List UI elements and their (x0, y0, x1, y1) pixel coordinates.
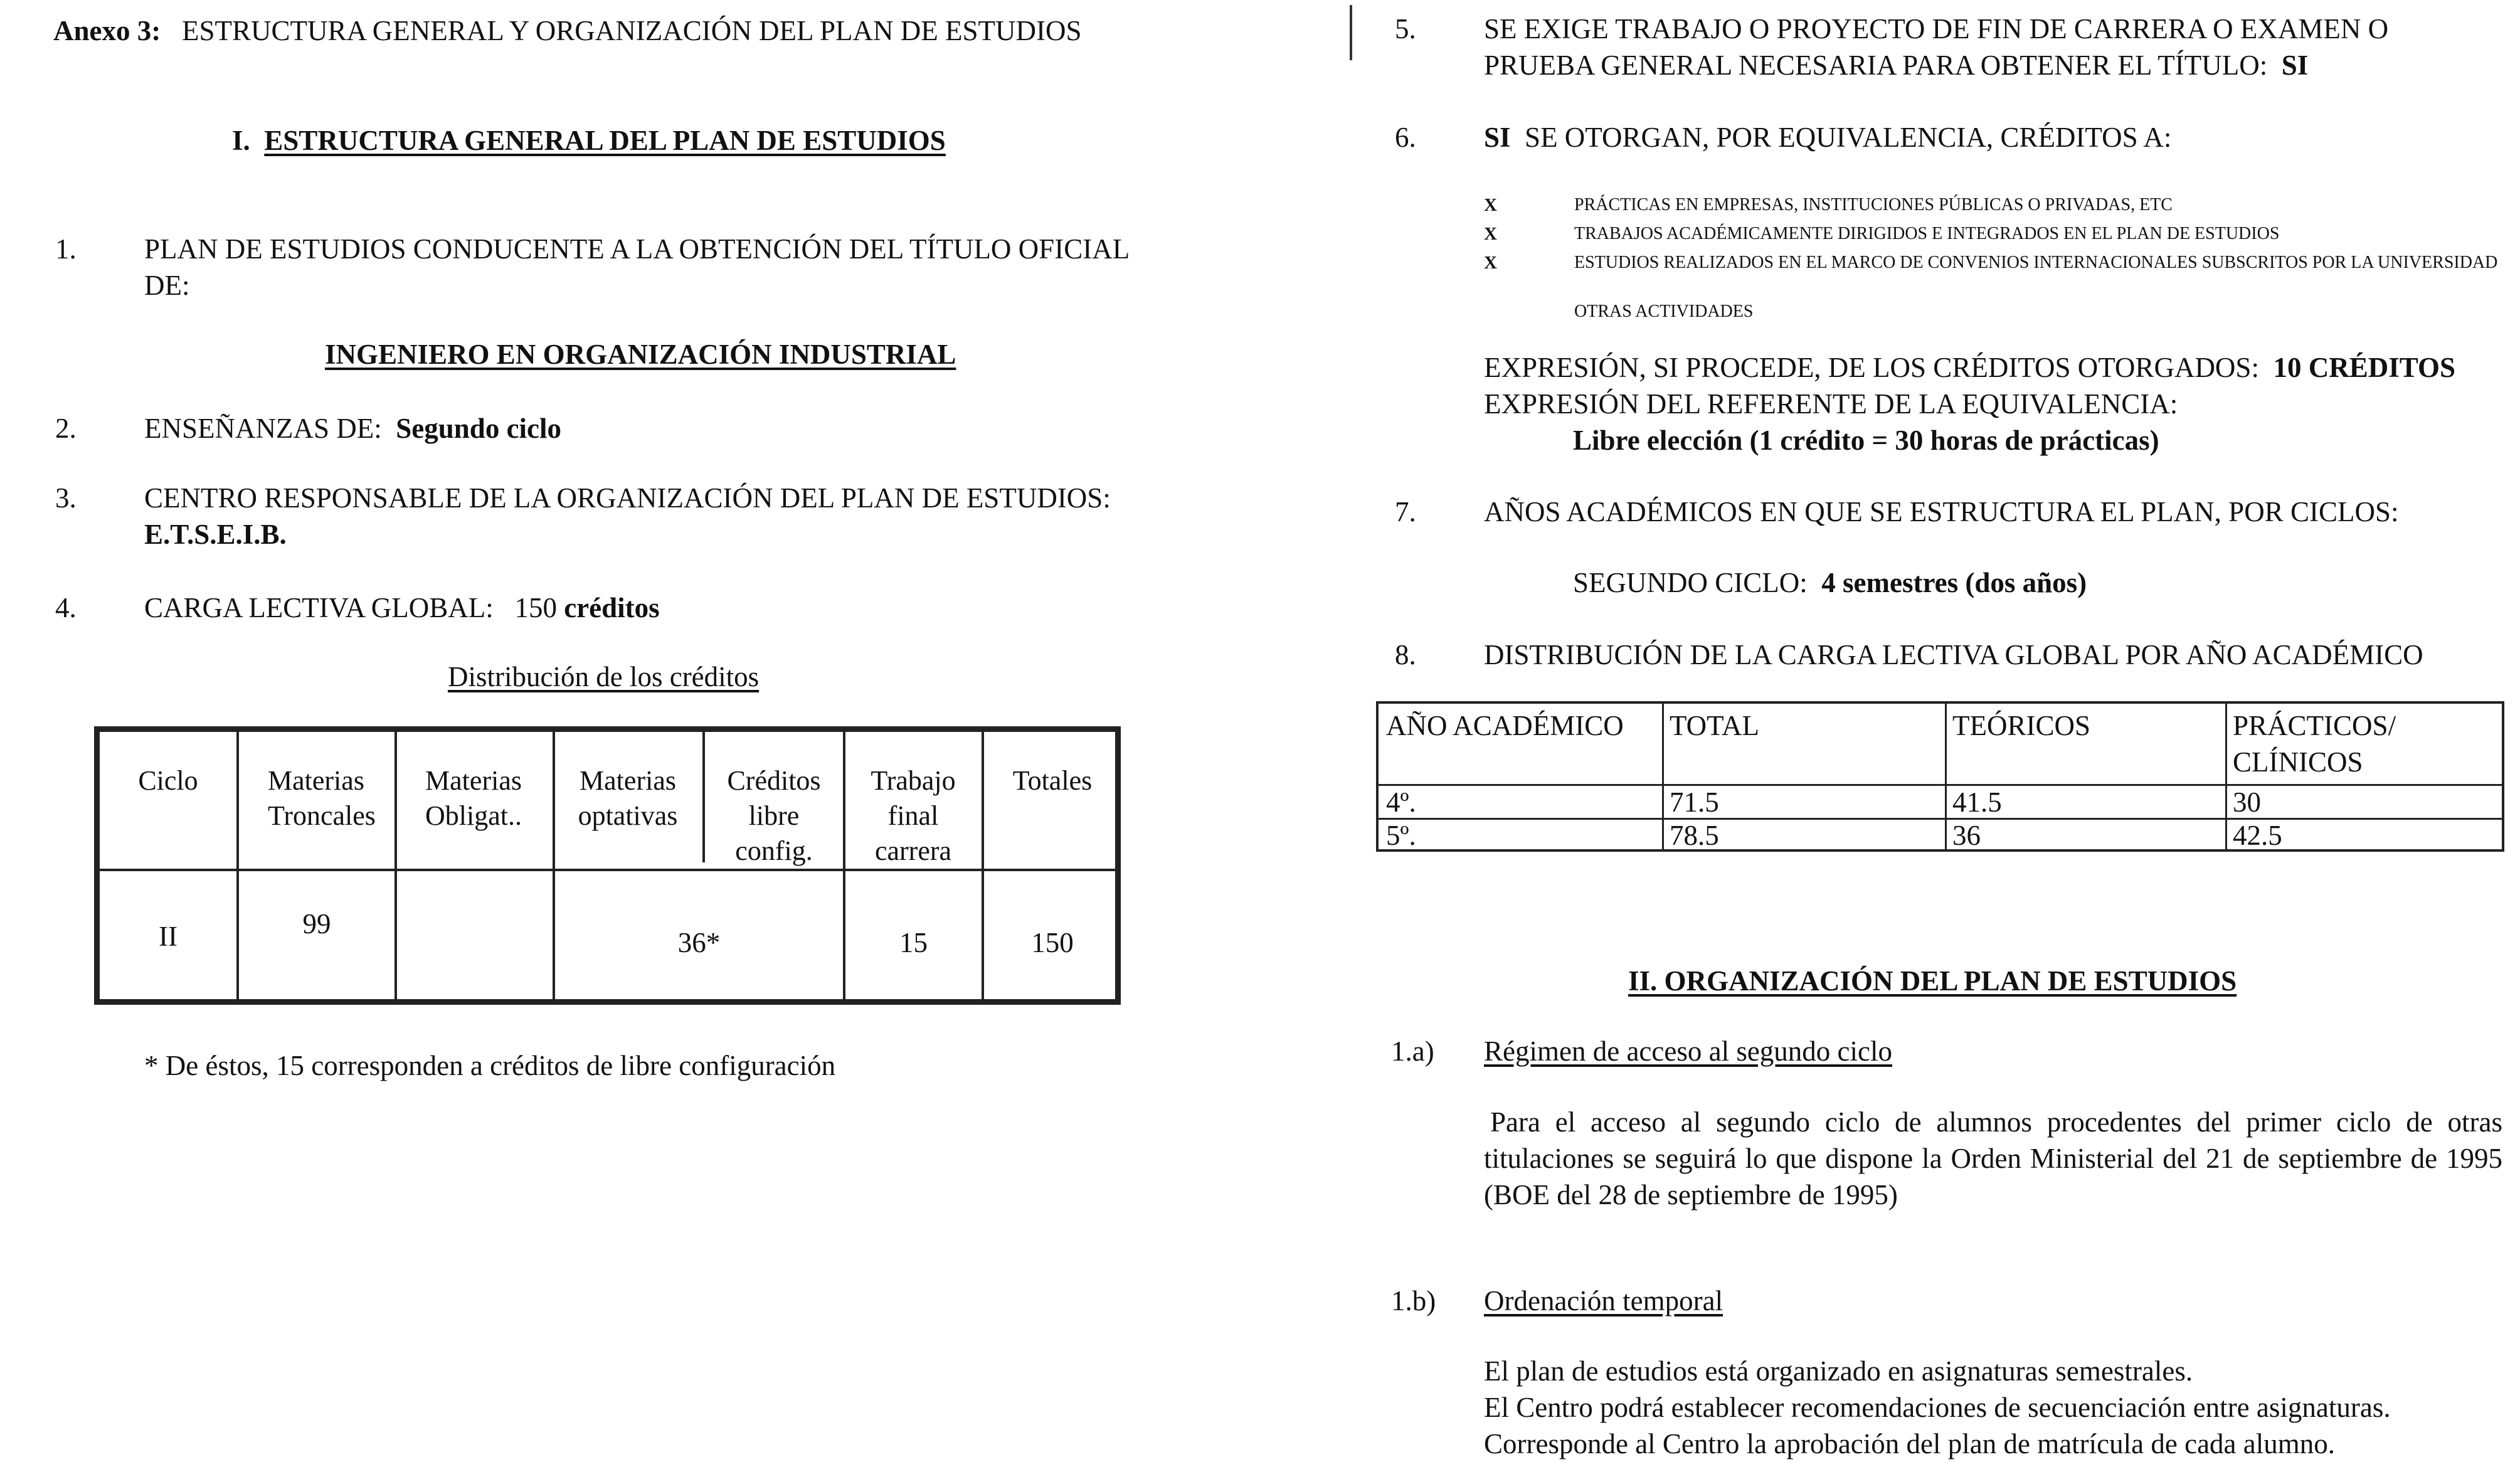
dist-header-theory: TEÓRICOS (1952, 710, 2091, 741)
dist-row-2-total: 78.5 (1670, 820, 1719, 851)
section-1-heading (232, 122, 946, 159)
credits-cell-totales: 150 (1031, 927, 1074, 958)
credits-table-footnote: * De éstos, 15 corresponden a créditos de libre configuración (144, 1050, 836, 1081)
item-5-number: 5. (1395, 13, 1416, 45)
dist-header-total: TOTAL (1670, 710, 1760, 741)
dist-row-2-year: 5º. (1386, 820, 1416, 851)
degree-title: INGENIERO EN ORGANIZACIÓN INDUSTRIAL (325, 339, 956, 370)
item-7-number: 7. (1395, 496, 1416, 527)
item-4-number: 4. (55, 592, 77, 623)
cycle-line (1573, 564, 2087, 601)
dist-row-1-year: 4º. (1386, 787, 1416, 818)
item-2-value: Segundo ciclo (396, 413, 562, 444)
cycle-value: 4 semestres (dos años) (1821, 567, 2087, 598)
sub-1b-title: Ordenación temporal (1484, 1285, 1723, 1316)
credits-header-trabajo-final: Trabajo final carrera (871, 765, 956, 866)
item-4-label: CARGA LECTIVA GLOBAL: (144, 592, 494, 623)
equivalence-ref-value: Libre elección (1 crédito = 30 horas de prácticas) (1573, 425, 2159, 456)
annex-heading: Anexo 3: ESTRUCTURA GENERAL Y ORGANIZACIÓN DEL PLAN DE ESTUDIOS (53, 15, 1082, 46)
sub-1b-line-3: Corresponde al Centro la aprobación del plan de matrícula de cada alumno. (1484, 1428, 2335, 1459)
dist-header-practice: PRÁCTICOS/ CLÍNICOS (2233, 710, 2396, 778)
cycle-label: SEGUNDO CICLO: (1573, 567, 1808, 598)
sub-1b-line-2: El Centro podrá establecer recomendaciones de secuenciación entre asignaturas. (1484, 1392, 2391, 1423)
credits-cell-ciclo: II (159, 921, 177, 952)
section-1-title: ESTRUCTURA GENERAL DEL PLAN DE ESTUDIOS (264, 125, 946, 156)
item-7-text: AÑOS ACADÉMICOS EN QUE SE ESTRUCTURA EL PLAN, POR CICLOS: (1484, 496, 2399, 527)
dist-row-2-practice: 42.5 (2233, 820, 2282, 851)
credits-cell-trabajo: 15 (899, 927, 928, 958)
credits-cell-troncales: 99 (302, 908, 331, 940)
dist-row-1-total: 71.5 (1670, 787, 1719, 818)
credits-expression-line (1484, 349, 2455, 386)
distribution-table (1376, 701, 2504, 852)
item-5-answer: SI (2281, 50, 2309, 81)
item-6-answer: SI (1484, 122, 1511, 153)
item-5-label: PRUEBA GENERAL NECESARIA PARA OBTENER EL TÍTULO: (1484, 50, 2268, 81)
item-6-line (1484, 119, 2171, 156)
equivalence-ref-label: EXPRESIÓN DEL REFERENTE DE LA EQUIVALENCIA: (1484, 388, 2178, 420)
credits-header-ciclo: Ciclo (138, 765, 198, 796)
option-4-text: OTRAS ACTIVIDADES (1574, 302, 1754, 321)
item-1-number: 1. (55, 233, 77, 265)
dist-row-1-theory: 41.5 (1952, 787, 2002, 818)
sub-1a-title: Régimen de acceso al segundo ciclo (1484, 1036, 1893, 1067)
credits-header-optativas: Materias optativas (578, 765, 678, 831)
dist-row-1-practice: 30 (2233, 787, 2261, 818)
option-1-text: PRÁCTICAS EN EMPRESAS, INSTITUCIONES PÚBLICAS O PRIVADAS, ETC (1574, 195, 2173, 215)
section-2-title: II. ORGANIZACIÓN DEL PLAN DE ESTUDIOS (1628, 965, 2237, 997)
credits-header-obligatorias: Materias Obligat.. (425, 765, 522, 831)
sub-1a-number: 1.a) (1391, 1036, 1434, 1067)
item-5-line1: SE EXIGE TRABAJO O PROYECTO DE FIN DE CARRERA O EXAMEN O (1484, 13, 2389, 45)
dist-row-2-theory: 36 (1952, 820, 1981, 851)
credits-header-troncales: Materias Troncales (268, 765, 376, 831)
item-3-value: E.T.S.E.I.B. (144, 519, 287, 550)
item-5-line2 (1484, 47, 2308, 83)
item-6-number: 6. (1395, 122, 1416, 153)
credits-expression-label: EXPRESIÓN, SI PROCEDE, DE LOS CRÉDITOS OTORGADOS: (1484, 352, 2259, 383)
item-2-number: 2. (55, 413, 77, 444)
item-8-number: 8. (1395, 639, 1416, 670)
item-4-line (144, 590, 660, 626)
annex-label: Anexo 3 (53, 15, 152, 46)
item-8-text: DISTRIBUCIÓN DE LA CARGA LECTIVA GLOBAL POR AÑO ACADÉMICO (1484, 639, 2423, 670)
column-divider-mark (1350, 5, 1352, 60)
item-6-text: SE OTORGAN, POR EQUIVALENCIA, CRÉDITOS A: (1525, 122, 2172, 153)
dist-header-year: AÑO ACADÉMICO (1386, 710, 1624, 741)
item-1-text: PLAN DE ESTUDIOS CONDUCENTE A LA OBTENCIÓN DEL TÍTULO OFICIAL DE: (144, 233, 1129, 301)
item-3-number: 3. (55, 482, 77, 514)
item-2-line (144, 410, 561, 447)
item-2-label: ENSEÑANZAS DE: (144, 413, 382, 444)
option-2-text: TRABAJOS ACADÉMICAMENTE DIRIGIDOS E INTEGRADOS EN EL PLAN DE ESTUDIOS (1574, 224, 2280, 243)
credits-expression-value: 10 CRÉDITOS (2273, 352, 2455, 383)
option-3-text: ESTUDIOS REALIZADOS EN EL MARCO DE CONVENIOS INTERNACIONALES SUBSCRITOS POR LA UNIVERSIDAD (1574, 253, 2498, 272)
annex-title: ESTRUCTURA GENERAL Y ORGANIZACIÓN DEL PLAN DE ESTUDIOS (182, 15, 1082, 46)
sub-1b-line-1: El plan de estudios está organizado en asignaturas semestrales. (1484, 1355, 2193, 1387)
section-1-number: I. (232, 125, 250, 156)
credits-table (94, 726, 1121, 1005)
credits-cell-optativas-libre: 36* (677, 927, 721, 958)
option-3-mark: X (1484, 253, 1497, 273)
option-1-mark: X (1484, 195, 1497, 215)
item-4-value-number: 150 (514, 592, 557, 623)
credits-table-caption: Distribución de los créditos (448, 661, 760, 692)
sub-1b-number: 1.b) (1391, 1285, 1436, 1316)
credits-header-totales: Totales (1012, 765, 1093, 796)
sub-1a-text: Para el acceso al segundo ciclo de alumnos procedentes del primer ciclo de otras titulaciones se seguirá lo que dispone la Orden Ministerial del 21 de septiembre de 1995 (BOE del 28 de septiembre de 1995) (1484, 1106, 2502, 1210)
credits-header-libre-config: Créditos libre config. (727, 765, 821, 866)
item-4-value-unit: créditos (564, 592, 660, 623)
item-3-label: CENTRO RESPONSABLE DE LA ORGANIZACIÓN DEL PLAN DE ESTUDIOS: (144, 482, 1111, 514)
option-2-mark: X (1484, 224, 1497, 244)
